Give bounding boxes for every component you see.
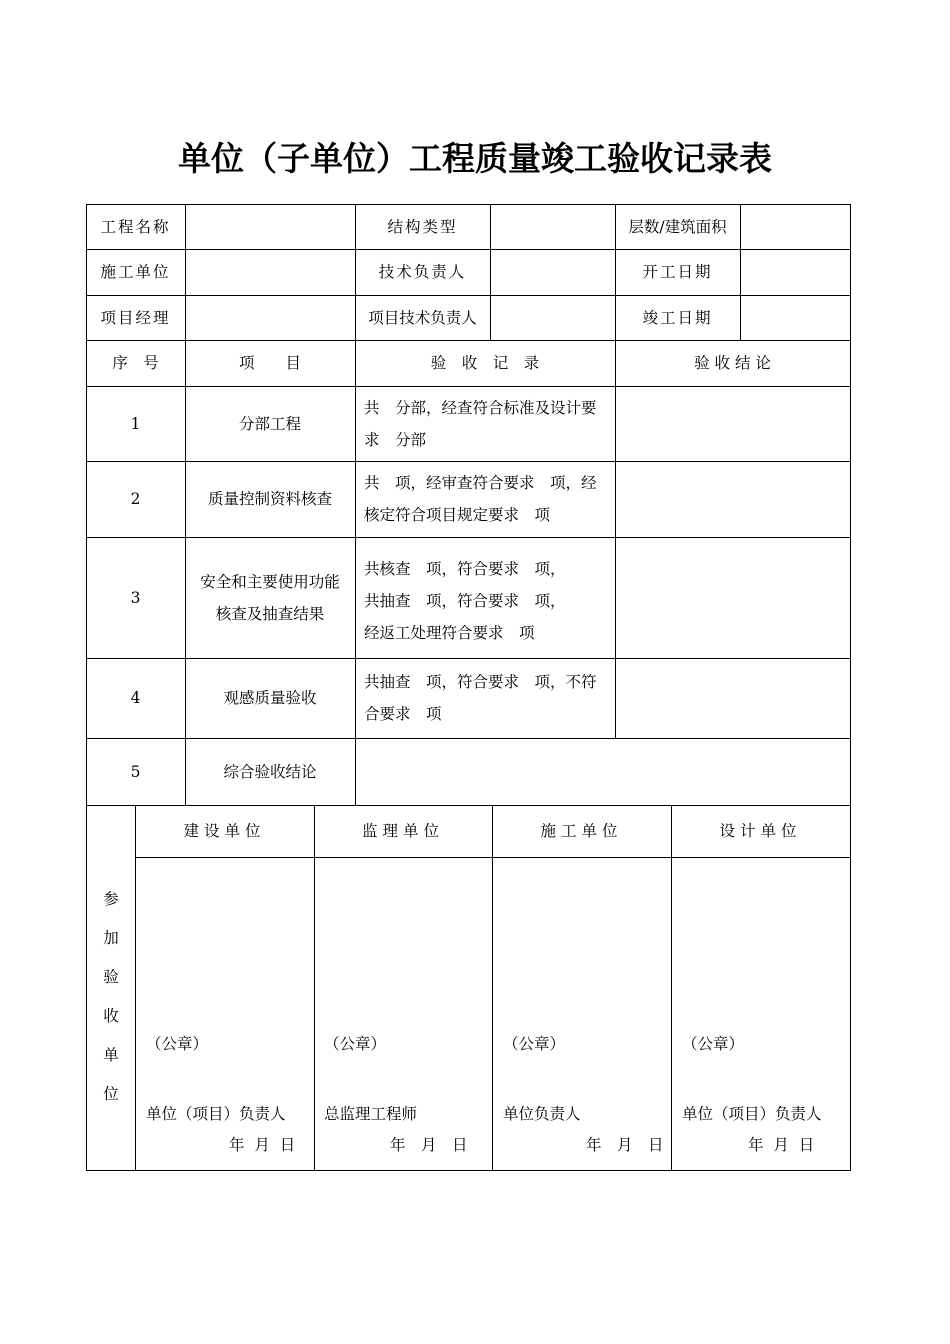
date-supervisor: 年 月 日 [390, 1136, 468, 1154]
seal-designer: （公章） [682, 1035, 745, 1053]
column-header-item: 项 目 [238, 354, 301, 372]
page-title: 单位（子单位）工程质量竣工验收记录表 [178, 139, 772, 178]
row-1-item: 分部工程 [238, 414, 301, 433]
unit-name-supervisor: 监理单位 [361, 822, 444, 840]
row-4-record: 共抽查 项，符合要求 项，不符合要求 项 [364, 673, 597, 723]
row-3-record [364, 553, 614, 649]
unit-name-designer: 设计单位 [719, 822, 802, 840]
signer-owner: 单位（项目）负责人 [146, 1105, 286, 1123]
column-header-conclusion: 验 收 结 论 [694, 354, 771, 372]
unit-name-contractor: 施工单位 [540, 822, 623, 840]
structure-type-value[interactable] [491, 205, 615, 249]
row-4-item: 观感质量验收 [223, 689, 317, 707]
project-name-label: 工程名称 [100, 217, 171, 236]
project-tech-lead-value[interactable] [491, 296, 615, 340]
row-2-conclusion[interactable] [616, 462, 850, 537]
contractor-label: 施工单位 [100, 263, 171, 281]
row-3-record-line: 共核查 项，符合要求 项， [364, 560, 566, 578]
row-2-item: 质量控制资料核查 [207, 490, 332, 508]
row-2-seq: 2 [130, 490, 141, 508]
unit-name-owner: 建设单位 [183, 822, 266, 840]
date-contractor: 年 月 日 [586, 1136, 664, 1154]
participants-label-char: 位 [103, 1085, 119, 1103]
structure-type-label: 结构类型 [387, 217, 458, 236]
participants-label-char: 收 [103, 1007, 119, 1025]
seal-owner: （公章） [146, 1035, 209, 1053]
row-3-record-line: 共抽查 项，符合要求 项， [364, 592, 566, 610]
participants-label-char: 验 [103, 968, 119, 986]
floors-area-label: 层数/建筑面积 [628, 217, 727, 236]
completion-date-label: 竣工日期 [642, 308, 713, 327]
tech-lead-value[interactable] [491, 250, 615, 295]
floors-area-value[interactable] [741, 205, 850, 249]
project-manager-value[interactable] [186, 296, 355, 340]
participants-label [87, 880, 135, 1120]
tech-lead-label: 技术负责人 [378, 263, 467, 281]
project-name-value[interactable] [186, 205, 355, 249]
participants-label-char: 参 [103, 890, 119, 908]
row-3-conclusion[interactable] [616, 538, 850, 658]
participants-label-char: 加 [103, 929, 119, 947]
row-3-seq: 3 [130, 588, 141, 607]
seal-supervisor: （公章） [324, 1035, 387, 1053]
column-header-seq: 序 号 [112, 354, 159, 372]
row-3-record-line: 经返工处理符合要求 项 [364, 624, 535, 642]
row-3-item: 安全和主要使用功能核查及抽查结果 [200, 572, 340, 623]
row-4-conclusion[interactable] [616, 659, 850, 738]
row-4-seq: 4 [130, 689, 141, 707]
column-header-record: 验 收 记 录 [430, 354, 540, 372]
row-1-seq: 1 [130, 414, 141, 433]
project-manager-label: 项目经理 [100, 308, 171, 327]
completion-date-value[interactable] [741, 296, 850, 340]
participants-label-char: 单 [103, 1046, 119, 1064]
row-2-record: 共 项，经审查符合要求 项，经核定符合项目规定要求 项 [364, 474, 597, 524]
date-owner: 年 月 日 [229, 1136, 296, 1154]
row-5-conclusion[interactable] [356, 739, 850, 805]
row-1-conclusion[interactable] [616, 387, 850, 461]
signer-supervisor: 总监理工程师 [324, 1105, 418, 1123]
row-5-item: 综合验收结论 [223, 762, 317, 781]
date-designer: 年 月 日 [748, 1136, 815, 1154]
contractor-value[interactable] [186, 250, 355, 295]
row-1-record: 共 分部，经查符合标准及设计要求 分部 [364, 398, 597, 449]
project-tech-lead-label: 项目技术负责人 [368, 308, 477, 327]
signer-contractor: 单位负责人 [503, 1105, 581, 1123]
start-date-value[interactable] [741, 250, 850, 295]
row-5-seq: 5 [130, 762, 141, 781]
start-date-label: 开工日期 [642, 263, 713, 281]
signer-designer: 单位（项目）负责人 [682, 1105, 822, 1123]
seal-contractor: （公章） [503, 1035, 566, 1053]
